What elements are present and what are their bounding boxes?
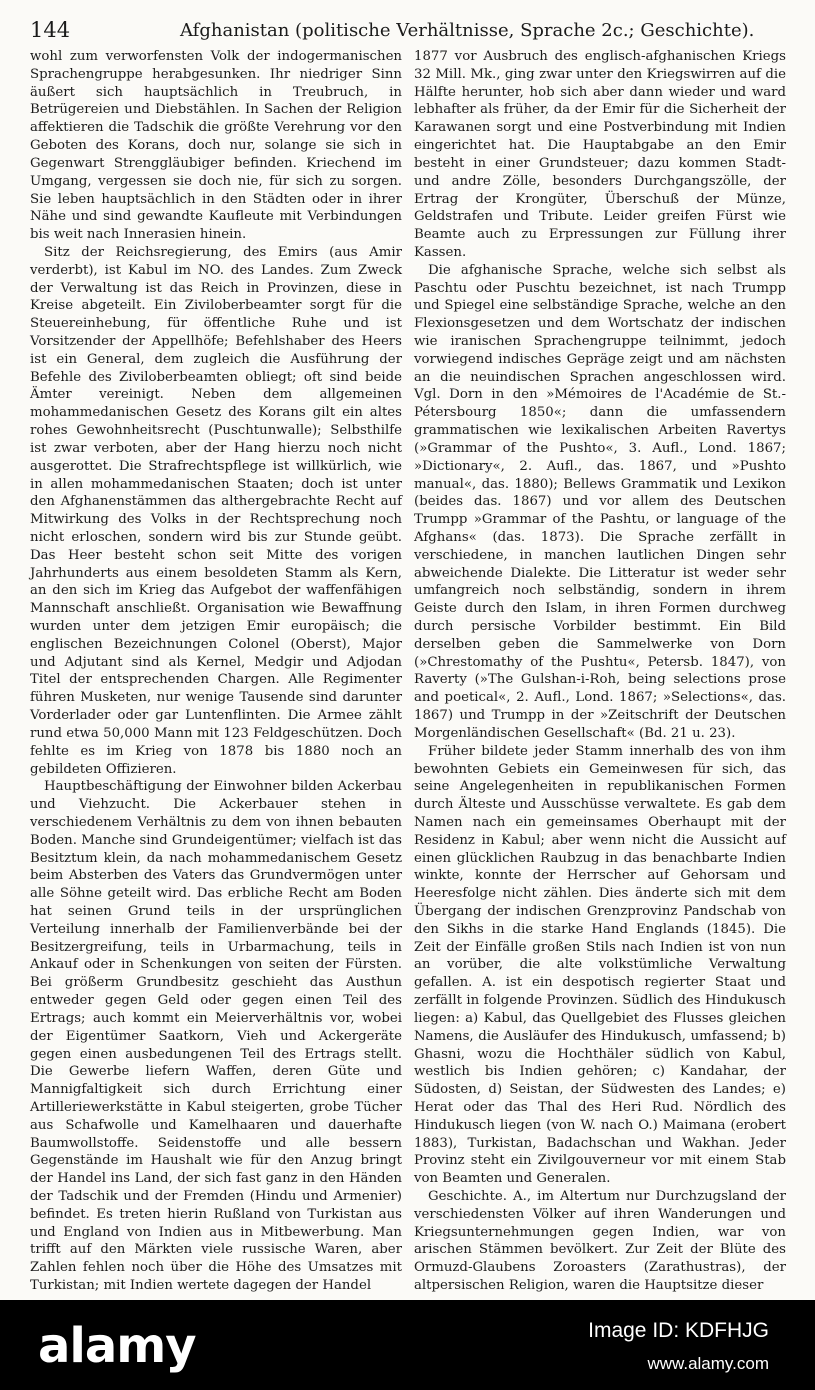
running-title: Afghanistan (politische Verhältnisse, Sprache 2c.; Geschichte).	[180, 20, 755, 41]
paragraph: Früher bildete jeder Stamm innerhalb des von ihm bewohnten Gebiets ein Gemeinwesen für sich, das seine Angelegenheiten in republikanischen Formen durch Älteste und Ausschüsse verwaltete. Es gab dem Namen nach ein gemeinsames Oberhaupt mit der Residenz in Kabul; aber wenn nicht die Aussicht auf einen glücklichen Raubzug in das benachbarte Indien winkte, konnte der Herrscher auf Gehorsam und Heeresfolge nicht zählen. Dies änderte sich mit dem Übergang der indischen Grenzprovinz Pandschab von den Sikhs in die starke Hand Englands (1845). Die Zeit der Einfälle großen Stils nach Indien ist von nun an vorüber, die alte volkstümliche Verwaltung gefallen. A. ist ein despotisch regierter Staat und zerfällt in folgende Provinzen. Südlich des Hindukusch liegen: a) Kabul, das Quellgebiet des Flusses gleichen Namens, die Ausläufer des Hindukusch, umfassend; b) Ghasni, wozu die Hochthäler südlich von Kabul, westlich bis Indien gehören; c) Kandahar, der Südosten, d) Seistan, der Südwesten des Landes; e) Herat oder das Thal des Heri Rud. Nördlich des Hindukusch liegen (von W. nach O.) Maimana (erobert 1883), Turkistan, Badachschan und Wakhan. Jeder Provinz steht ein Zivilgouverneur vor mit einem Stab von Beamten und Generalen.	[414, 743, 786, 1187]
image-id: Image ID: KDFHJG	[588, 1319, 769, 1342]
page-number: 144	[30, 18, 71, 42]
site-url: www.alamy.com	[647, 1354, 769, 1373]
paragraph: Sitz der Reichsregierung, des Emirs (aus Amir verderbt), ist Kabul im NO. des Landes. Zum Zweck der Verwaltung ist das Reich in Provinzen, diese in Kreise abgeteilt. Ein Ziviloberbeamter sorgt für die Steuereinhebung, für öffentliche Ruhe und ist Vorsitzender der Appellhöfe; Befehlshaber des Heers ist ein General, dem zugleich die Ausführung der Befehle des Ziviloberbeamten obliegt; oft sind beide Ämter vereinigt. Neben dem allgemeinen mohammedanischen Gesetz des Korans gilt ein altes rohes Gewohnheitsrecht (Puschtunwalle); Selbsthilfe ist zwar verboten, aber der Hang hierzu noch nicht ausgerottet. Die Strafrechtspflege ist willkürlich, wie in allen mohammedanischen Staaten; doch ist unter den Afghanenstämmen das althergebrachte Recht auf Mitwirkung des Volks in der Rechtsprechung noch nicht erloschen, sondern wird bis zur Stunde geübt. Das Heer besteht schon seit Mitte des vorigen Jahrhunderts aus einem besoldeten Stamm als Kern, an den sich im Krieg das Aufgebot der waffenfähigen Mannschaft anschließt. Organisation wie Bewaffnung wurden unter dem jetzigen Emir europäisch; die englischen Bezeichnungen Colonel (Oberst), Major und Adjutant sind als Kernel, Medgir und Adjodan Titel der entsprechenden Chargen. Alle Regimenter führen Musketen, nur wenige Tausende sind darunter Vorderlader oder gar Luntenflinten. Die Armee zählt rund etwa 50,000 Mann mit 123 Feldgeschützen. Doch fehlte es im Krieg von 1878 bis 1880 noch an gebildeten Offizieren.	[30, 244, 402, 777]
paragraph: wohl zum verworfensten Volk der indogermanischen Sprachengruppe herabgesunken. Ihr niedriger Sinn äußert sich hauptsächlich in Treubruch, in Betrügereien und Diebstählen. In Sachen der Religion affektieren die Tadschik die größte Verehrung vor den Geboten des Korans, doch nur, solange sie sich in Gegenwart Strenggläubiger befinden. Kriechend im Umgang, vergessen sie doch nie, für sich zu sorgen. Sie leben hauptsächlich in den Städten oder in ihrer Nähe und sind gewandte Kaufleute mit Verbindungen bis weit nach Innerasien hinein.	[30, 49, 402, 243]
paragraph: Geschichte. A., im Altertum nur Durchzugsland der verschiedensten Völker auf ihren Wanderungen und Kriegsunternehmungen gegen Indien, war von arischen Stämmen bevölkert. Zur Zeit der Blüte des Ormuzd-Glaubens Zoroasters (Zarathustras), der altpersischen Religion, waren die Hauptsitze dieser	[414, 1189, 786, 1294]
paragraph: Hauptbeschäftigung der Einwohner bilden Ackerbau und Viehzucht. Die Ackerbauer stehen in verschiedenem Verhältnis zu dem von ihnen bebauten Boden. Manche sind Grundeigentümer; vielfach ist das Besitztum klein, da nach mohammedanischem Gesetz beim Absterben des Vaters das Grundvermögen unter alle Söhne geteilt wird. Das erbliche Recht am Boden hat seinen Grund teils in der ursprünglichen Verteilung innerhalb der Familienverbände bei der Besitzergreifung, teils in Urbarmachung, teils in Ankauf oder in Schenkungen von seiten der Fürsten. Bei größerm Grundbesitz geschieht das Austhun entweder gegen Geld oder gegen einen Teil des Ertrags; auch kommt ein Meierverhältnis vor, wobei der Eigentümer Saatkorn, Vieh und Ackergeräte gegen einen ausbedungenen Teil des Ertrags stellt. Die Gewerbe liefern Waffen, deren Güte und Mannigfaltigkeit sich durch Errichtung einer Artilleriewerkstätte in Kabul steigerten, grobe Tücher aus Schafwolle und Kamelhaaren und dauerhafte Baumwollstoffe. Seidenstoffe und alle bessern Gegenstände im Haushalt wie für den Anzug bringt der Handel ins Land, der sich fast ganz in den Händen der Tadschik und der Fremden (Hindu und Armenier) befindet. Es treten hierin Rußland von Turkistan aus und England von Indien aus in Mitbewerbung. Man trifft auf den Märkten viele russische Waren, aber Zahlen fehlen noch über die Höhe des Umsatzes mit Turkistan; mit Indien wertete dagegen der Handel	[30, 779, 402, 1294]
right-column	[414, 48, 786, 1295]
paragraph: Die afghanische Sprache, welche sich selbst als Paschtu oder Puschtu bezeichnet, ist nach Trumpp und Spiegel eine selbständige Sprache, welche an den Flexionsgesetzen und dem Wortschatz der indischen wie iranischen Sprachengruppe teilnimmt, jedoch vorwiegend indisches Gepräge zeigt und am nächsten an die neuindischen Sprachen angeschlossen wird. Vgl. Dorn in den »Mémoires de l'Académie de St.-Pétersbourg 1850«; dann die umfassendern grammatischen wie lexikalischen Arbeiten Ravertys (»Grammar of the Pushto«, 3. Aufl., Lond. 1867; »Dictionary«, 2. Aufl., das. 1867, und »Pushto manual«, das. 1880); Bellews Grammatik und Lexikon (beides das. 1867) und vor allem des Deutschen Trumpp »Grammar of the Pashtu, or language of the Afghans« (das. 1873). Die Sprache zerfällt in verschiedene, in manchen lautlichen Dingen sehr abweichende Dialekte. Die Litteratur ist weder sehr umfangreich noch selbständig, sondern in ihrem Geiste durch den Islam, in ihren Formen durchweg durch persische Vorbilder bestimmt. Ein Bild derselben geben die Sammelwerke von Dorn (»Chrestomathy of the Pushtu«, Petersb. 1847), von Raverty (»The Gulshan-i-Roh, being selections prose and poetical«, 2. Aufl., Lond. 1867; »Selections«, das. 1867) und Trumpp in der »Zeitschrift der Deutschen Morgenländischen Gesellschaft« (Bd. 21 u. 23).	[414, 262, 786, 741]
page-header	[30, 14, 785, 46]
left-column	[30, 48, 402, 1295]
paragraph: 1877 vor Ausbruch des englisch-afghanischen Kriegs 32 Mill. Mk., ging zwar unter den Kriegswirren auf die Hälfte herunter, hob sich aber dann wieder und ward lebhafter als früher, da der Emir für die Sicherheit der Karawanen sorgt und eine Postverbindung mit Indien eingerichtet hat. Die Hauptabgabe an den Emir besteht in einer Grundsteuer; dazu kommen Stadt- und andre Zölle, besonders Durchgangszölle, der Ertrag der Krongüter, Überschuß der Münze, Geldstrafen und Tribute. Leider greifen Fürst wie Beamte auch zu Erpressungen zur Füllung ihrer Kassen.	[414, 49, 786, 260]
stock-watermark-bar	[0, 1300, 815, 1390]
brand-logo: alamy	[38, 1318, 196, 1374]
